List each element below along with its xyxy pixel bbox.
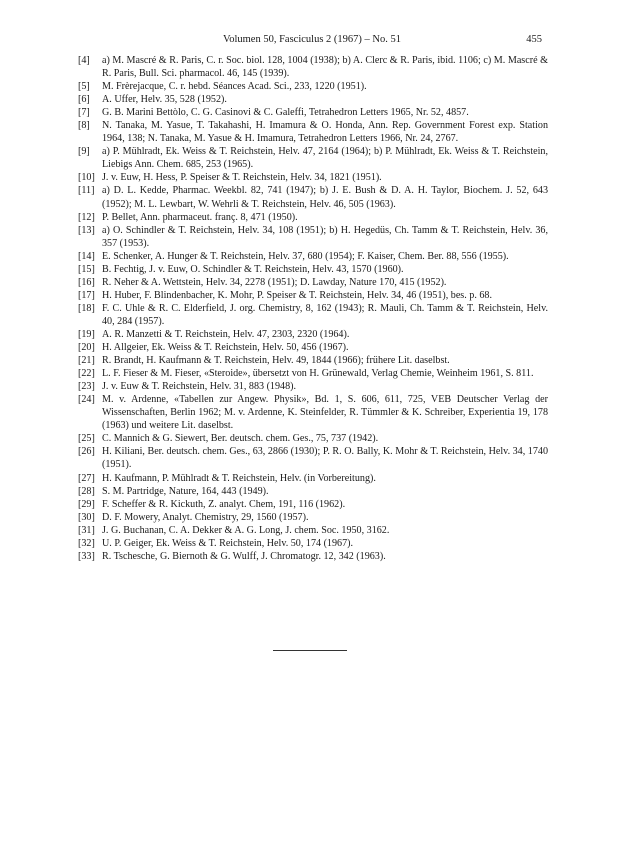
reference-number: [16] [78, 276, 95, 288]
reference-item [78, 171, 548, 184]
reference-text: a) D. L. Kedde, Pharmac. Weekbl. 82, 741 (1947); b) J. E. Bush & D. A. H. Taylor, Biochem. J. 52, 643 (1952); M. L. Lewbart, W. Wehrli & T. Reichstein, Helv. 46, 505 (1963). [102, 185, 548, 210]
reference-item [78, 93, 548, 106]
end-rule [273, 650, 347, 651]
reference-text: a) O. Schindler & T. Reichstein, Helv. 34, 108 (1951); b) H. Hegedüs, Ch. Tamm & T. Reichstein, Helv. 36, 357 (1953). [102, 224, 548, 249]
reference-number: [6] [78, 94, 90, 106]
reference-item [78, 263, 548, 276]
reference-text: R. Tschesche, G. Biernoth & G. Wulff, J. Chromatogr. 12, 342 (1963). [102, 550, 386, 562]
reference-text: U. P. Geiger, Ek. Weiss & T. Reichstein, Helv. 50, 174 (1967). [102, 537, 354, 549]
reference-number: [30] [78, 511, 95, 523]
reference-item [78, 524, 548, 537]
reference-number: [27] [78, 472, 95, 484]
reference-number: [7] [78, 107, 90, 119]
reference-text: F. Scheffer & R. Kickuth, Z. analyt. Chem, 191, 116 (1962). [102, 498, 346, 510]
reference-number: [17] [78, 289, 95, 301]
reference-item [78, 328, 548, 341]
reference-item [78, 250, 548, 263]
reference-item [78, 289, 548, 302]
reference-text: H. Allgeier, Ek. Weiss & T. Reichstein, Helv. 50, 456 (1967). [102, 342, 349, 354]
reference-number: [26] [78, 446, 95, 458]
reference-item [78, 80, 548, 93]
reference-number: [14] [78, 250, 95, 262]
reference-item [78, 432, 548, 445]
reference-number: [25] [78, 433, 95, 445]
reference-text: a) M. Mascré & R. Paris, C. r. Soc. biol. 128, 1004 (1938); b) A. Clerc & R. Paris, ibid. 1106; c) M. Mascré & R. Paris, Bull. Sci. pharmacol. 46, 145 (1939). [102, 55, 548, 80]
reference-text: a) P. Mühlradt, Ek. Weiss & T. Reichstein, Helv. 47, 2164 (1964); b) P. Mühlradt, Ek. Weiss & T. Reichstein, Liebigs Ann. Chem. 685, 253 (1965). [102, 146, 548, 171]
reference-number: [28] [78, 485, 95, 497]
reference-number: [13] [78, 224, 95, 236]
reference-item [78, 224, 548, 250]
reference-number: [29] [78, 498, 95, 510]
reference-item [78, 472, 548, 485]
reference-item [78, 276, 548, 289]
reference-item [78, 184, 548, 210]
reference-text: H. Kaufmann, P. Mühlradt & T. Reichstein, Helv. (in Vorbereitung). [102, 472, 376, 484]
reference-text: R. Neher & A. Wettstein, Helv. 34, 2278 (1951); D. Lawday, Nature 170, 415 (1952). [102, 276, 447, 288]
reference-text: A. Uffer, Helv. 35, 528 (1952). [102, 94, 227, 106]
running-title: Volumen 50, Fasciculus 2 (1967) – No. 51 [222, 34, 401, 45]
reference-number: [31] [78, 524, 95, 536]
reference-number: [5] [78, 81, 90, 93]
reference-text: N. Tanaka, M. Yasue, T. Takahashi, H. Imamura & O. Honda, Ann. Rep. Government Forest exp. Station 1964, 138; N. Tanaka, M. Yasue & H. Imamura, Tetrahedron Letters 1966, Nr. 24, 2767. [102, 120, 548, 145]
reference-number: [19] [78, 328, 95, 340]
reference-text: A. R. Manzetti & T. Reichstein, Helv. 47, 2303, 2320 (1964). [102, 328, 350, 340]
reference-item [78, 106, 548, 119]
reference-item [78, 211, 548, 224]
reference-item [78, 550, 548, 563]
reference-text: S. M. Partridge, Nature, 164, 443 (1949). [102, 485, 269, 497]
reference-text: P. Bellet, Ann. pharmaceut. franç. 8, 471 (1950). [102, 211, 298, 223]
reference-item [78, 498, 548, 511]
reference-item [78, 302, 548, 328]
page-number: 455 [526, 34, 542, 45]
reference-text: C. Mannich & G. Siewert, Ber. deutsch. chem. Ges., 75, 737 (1942). [102, 433, 379, 445]
reference-item [78, 445, 548, 471]
reference-text: G. B. Marini Bettòlo, C. G. Casinovi & C. Galeffi, Tetrahedron Letters 1965, Nr. 52, 4857. [102, 107, 469, 119]
reference-number: [8] [78, 120, 90, 132]
reference-number: [24] [78, 394, 95, 406]
reference-number: [18] [78, 302, 95, 314]
reference-item [78, 537, 548, 550]
reference-number: [32] [78, 537, 95, 549]
reference-number: [15] [78, 263, 95, 275]
reference-item [78, 393, 548, 432]
reference-text: F. C. Uhle & R. C. Elderfield, J. org. Chemistry, 8, 162 (1943); R. Mauli, Ch. Tamm & T. Reichstein, Helv. 40, 284 (1957). [102, 302, 548, 327]
reference-number: [22] [78, 368, 95, 380]
reference-item [78, 145, 548, 171]
reference-number: [23] [78, 381, 95, 393]
reference-item [78, 367, 548, 380]
reference-item [78, 511, 548, 524]
reference-item [78, 485, 548, 498]
reference-number: [21] [78, 355, 95, 367]
reference-list [78, 54, 548, 563]
reference-number: [33] [78, 550, 95, 562]
reference-text: J. v. Euw & T. Reichstein, Helv. 31, 883 (1948). [102, 381, 296, 393]
reference-number: [9] [78, 146, 90, 158]
reference-item [78, 341, 548, 354]
reference-text: J. v. Euw, H. Hess, P. Speiser & T. Reichstein, Helv. 34, 1821 (1951). [102, 172, 382, 184]
reference-text: B. Fechtig, J. v. Euw, O. Schindler & T. Reichstein, Helv. 43, 1570 (1960). [102, 263, 404, 275]
reference-text: M. v. Ardenne, «Tabellen zur Angew. Physik», Bd. 1, S. 606, 611, 725, VEB Deutscher Verlag der Wissenschaften, Berlin 1962; M. v. Ardenne, K. Steinfelder, R. Tümmler & K. Schreiber, Experientia 19, 178 (1963) und weitere Lit. daselbst. [102, 394, 548, 432]
reference-text: H. Huber, F. Blindenbacher, K. Mohr, P. Speiser & T. Reichstein, Helv. 34, 46 (1951), bes. p. 68. [102, 289, 492, 301]
reference-text: H. Kiliani, Ber. deutsch. chem. Ges., 63, 2866 (1930); P. R. O. Bally, K. Mohr & T. Reichstein, Helv. 34, 1740 (1951). [102, 446, 548, 471]
reference-number: [11] [78, 185, 95, 197]
reference-item [78, 380, 548, 393]
reference-number: [4] [78, 55, 90, 66]
reference-text: D. F. Mowery, Analyt. Chemistry, 29, 1560 (1957). [102, 511, 309, 523]
running-header [0, 34, 624, 52]
reference-text: M. Frèrejacque, C. r. hebd. Séances Acad. Sci., 233, 1220 (1951). [102, 81, 367, 93]
reference-number: [10] [78, 172, 95, 184]
reference-item [78, 119, 548, 145]
reference-text: E. Schenker, A. Hunger & T. Reichstein, Helv. 37, 680 (1954); F. Kaiser, Chem. Ber. 88, 556 (1955). [102, 250, 509, 262]
reference-item [78, 54, 548, 80]
reference-text: L. F. Fieser & M. Fieser, «Steroide», übersetzt von H. Grünewald, Verlag Chemie, Weinheim 1961, S. 811. [102, 368, 534, 380]
reference-text: R. Brandt, H. Kaufmann & T. Reichstein, Helv. 49, 1844 (1966); frühere Lit. daselbst. [102, 355, 450, 367]
reference-number: [20] [78, 342, 95, 354]
reference-item [78, 354, 548, 367]
reference-number: [12] [78, 211, 95, 223]
reference-text: J. G. Buchanan, C. A. Dekker & A. G. Long, J. chem. Soc. 1950, 3162. [102, 524, 390, 536]
